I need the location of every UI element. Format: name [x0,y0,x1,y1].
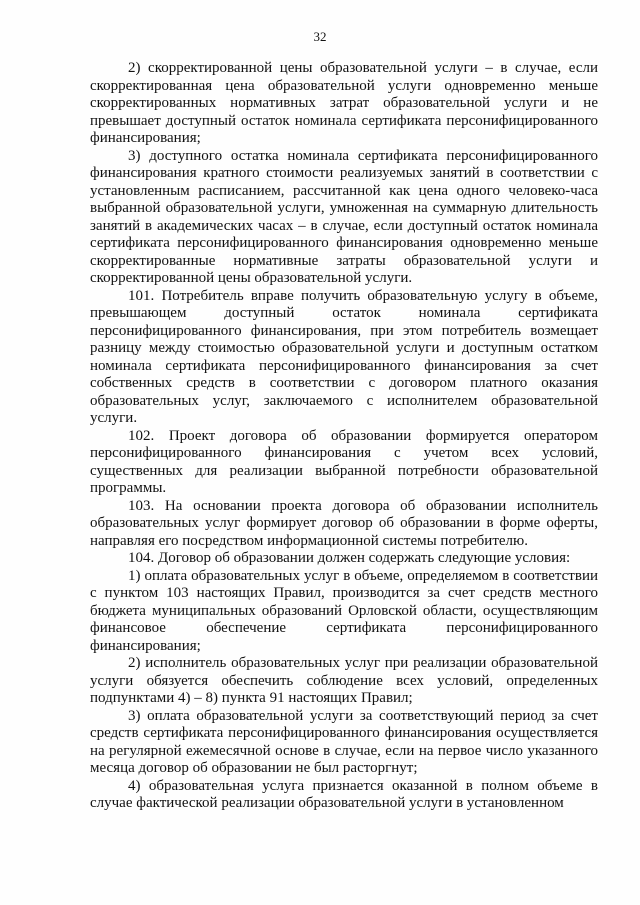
paragraph-104-item-1: 1) оплата образовательных услуг в объеме, определяемом в соответствии с пунктом 103 настоящих Правил, производится за счет средств местного бюджета муниципальных образований Орловской области, осуществляющим финансовое обеспечение сертификата персонифицированного финансирования; [90,567,598,654]
document-body [90,60,598,813]
paragraph-2-corrected-price: 2) скорректированной цены образовательной услуги – в случае, если скорректированная цена образовательной услуги одновременно меньше скорректированных нормативных затрат образовательной услуги и не превышает доступный остаток номинала сертификата персонифицированного финансирования; [90,60,598,146]
paragraph-104: 104. Договор об образовании должен содержать следующие условия: [128,550,571,566]
paragraph-102: 102. Проект договора об образовании формируется оператором персонифицированного финансирования с учетом всех условий, существенных для реализации выбранной потребности образовательной программы. [90,427,598,496]
paragraph-104-item-3: 3) оплата образовательной услуги за соответствующий период за счет средств сертификата персонифицированного финансирования осуществляется на регулярной ежемесячной основе в случае, если на первое число указанного месяца договор об образовании не был расторгнут; [90,707,598,776]
paragraph-103: 103. На основании проекта договора об образовании исполнитель образовательных услуг формирует договор об образовании в форме оферты, направляя его посредством информационной системы потребителю. [90,497,598,549]
paragraph-104-item-2: 2) исполнитель образовательных услуг при реализации образовательной услуги обязуется обеспечить соблюдение всех условий, определенных подпунктами 4) – 8) пункта 91 настоящих Правил; [90,655,598,706]
paragraph-104-item-4: 4) образовательная услуга признается оказанной в полном объеме в случае фактической реализации образовательной услуги в установленном [90,777,598,811]
paragraph-3-available-balance: 3) доступного остатка номинала сертификата персонифицированного финансирования кратного стоимости реализуемых занятий в соответствии с установленным расписанием, рассчитанной как цена одного человеко-часа выбранной образовательной услуги, умноженная на суммарную длительность занятий в академических часах – в случае, если доступный остаток номинала сертификата персонифицированного финансирования одновременно меньше скорректированные нормативные затраты образовательной услуги и скорректированной цены образовательной услуги. [90,147,598,286]
paragraph-101: 101. Потребитель вправе получить образовательную услугу в объеме, превышающем доступный остаток номинала сертификата персонифицированного финансирования, при этом потребитель возмещает разницу между стоимостью образовательной услуги и доступным остатком номинала сертификата персонифицированного финансирования за счет собственных средств в соответствии с договором платного оказания образовательных услуг, заключаемого с исполнителем образовательной услуги. [90,287,598,426]
page-number: 32 [313,29,327,44]
